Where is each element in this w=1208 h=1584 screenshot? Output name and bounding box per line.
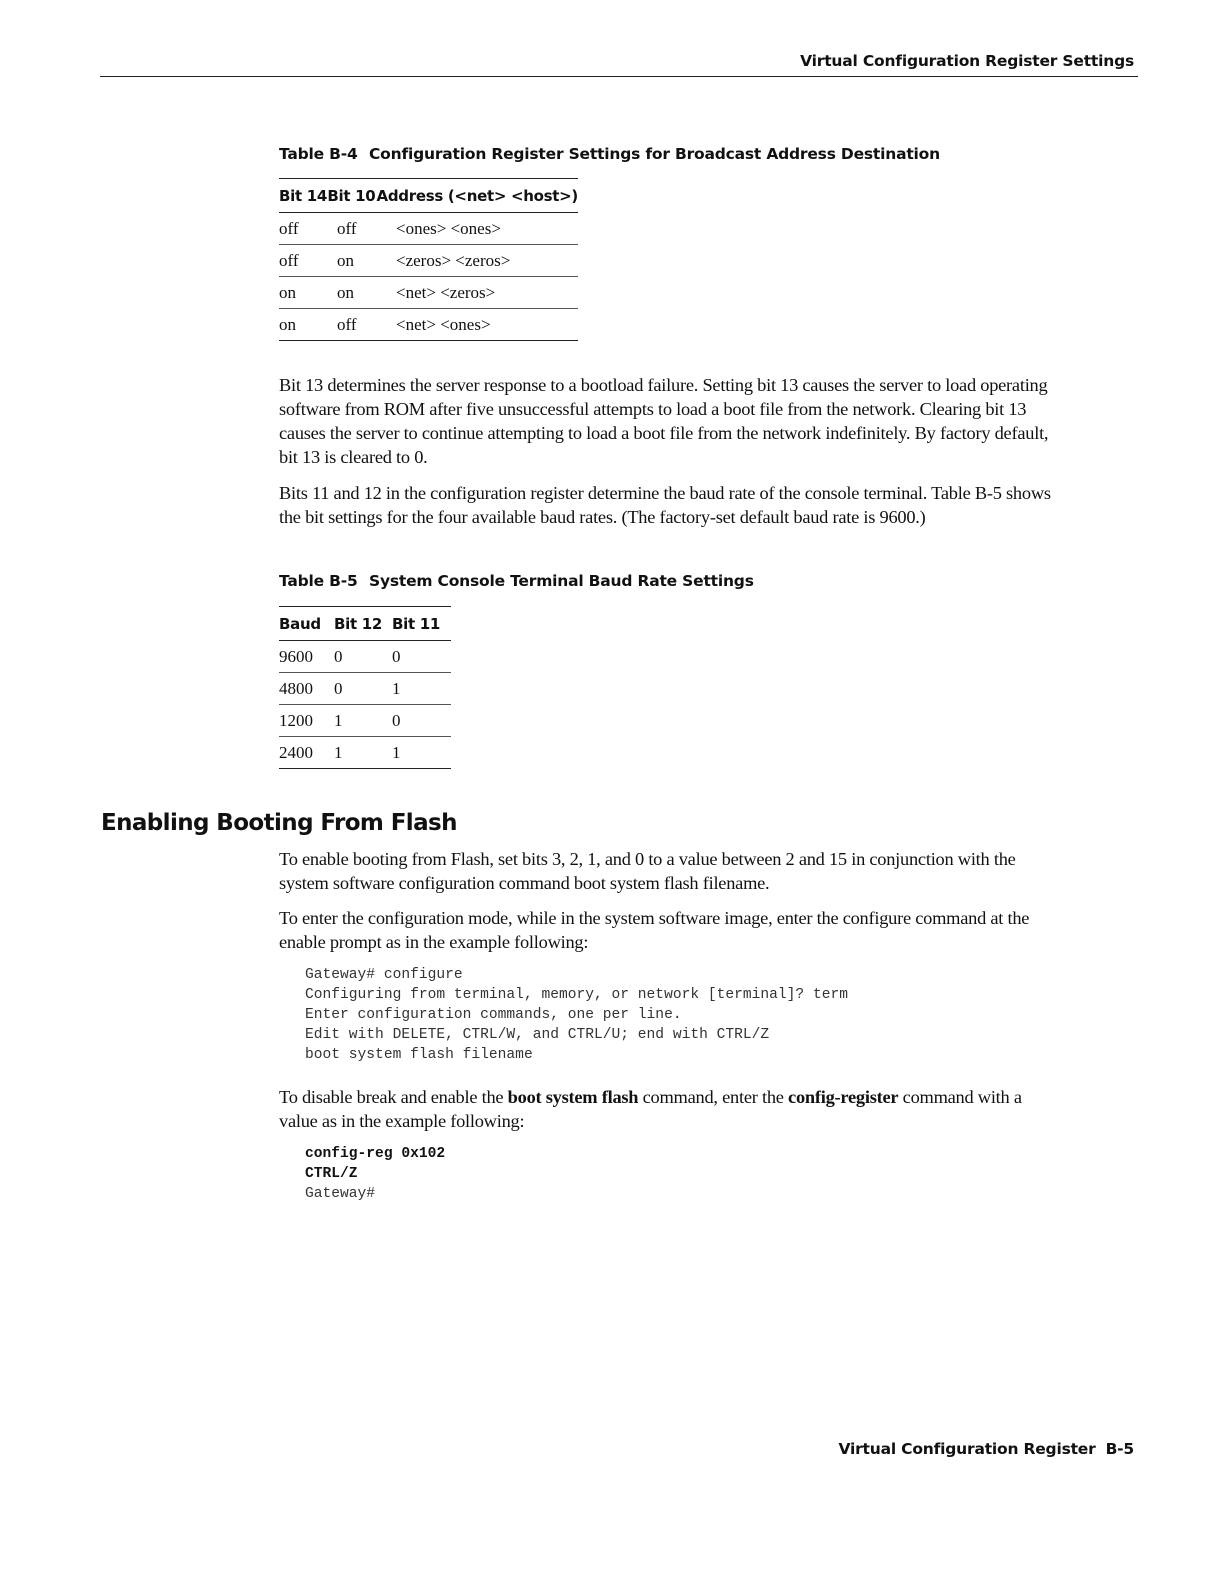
table-header-row xyxy=(279,179,578,213)
code-line: config-reg 0x102 xyxy=(305,1146,446,1162)
table-cell: <zeros> <zeros> xyxy=(396,250,511,270)
table-cell: off xyxy=(337,218,357,238)
command-config-register: config-register xyxy=(788,1087,899,1107)
table-cell: 2400 xyxy=(279,742,313,762)
code-line: Edit with DELETE, CTRL/W, and CTRL/U; end with CTRL/Z xyxy=(305,1027,770,1043)
running-header: Virtual Configuration Register Settings xyxy=(800,52,1134,70)
table-b4-title: Configuration Register Settings for Broadcast Address Destination xyxy=(369,145,940,163)
table-row xyxy=(279,277,578,309)
table-cell: on xyxy=(279,282,296,302)
table-cell: 1 xyxy=(334,742,343,762)
table-cell: 1200 xyxy=(279,710,313,730)
text-run: command with a value as in the example following: xyxy=(279,1087,1022,1131)
table-b4-number: Table B-4 xyxy=(279,145,358,163)
text-run: command, enter the xyxy=(638,1087,789,1107)
table-cell: off xyxy=(279,250,299,270)
table-cell: <net> <zeros> xyxy=(396,282,496,302)
table-cell: off xyxy=(279,218,299,238)
table-row xyxy=(279,705,451,737)
table-cell: 0 xyxy=(392,646,401,666)
table-cell: 0 xyxy=(334,646,343,666)
code-line: CTRL/Z xyxy=(305,1166,358,1182)
flash-boot-paragraph: To enable booting from Flash, set bits 3, 2, 1, and 0 to a value between 2 and 15 in conjunction with the system software configuration command boot system flash filename. xyxy=(279,849,1016,893)
bit13-paragraph: Bit 13 determines the server response to a bootload failure. Setting bit 13 causes the server to load operating software from ROM after five unsuccessful attempts to load a boot file from the network. Clearing bit 13 causes the server to continue attempting to load a boot file from the network indefinitely. By factory default, bit 13 is cleared to 0. xyxy=(279,375,1049,467)
table-b5-title: System Console Terminal Baud Rate Settings xyxy=(369,572,754,590)
footer-title: Virtual Configuration Register xyxy=(838,1440,1096,1458)
table-row xyxy=(279,213,578,245)
table-b4 xyxy=(279,178,578,341)
column-header: Bit 11 xyxy=(392,614,441,633)
table-cell: 1 xyxy=(392,742,401,762)
table-cell: 0 xyxy=(392,710,401,730)
table-b5 xyxy=(279,606,451,769)
configure-code-block xyxy=(305,965,848,1065)
table-cell: <net> <ones> xyxy=(396,314,491,334)
code-line: Gateway# configure xyxy=(305,967,463,983)
configure-mode-paragraph: To enter the configuration mode, while in the system software image, enter the configure command at the enable prompt as in the example following: xyxy=(279,908,1030,952)
config-reg-code-block xyxy=(305,1144,445,1204)
table-cell: on xyxy=(337,282,354,302)
table-row xyxy=(279,309,578,341)
table-cell: 4800 xyxy=(279,678,313,698)
baud-rate-paragraph: Bits 11 and 12 in the configuration register determine the baud rate of the console terminal. Table B-5 shows the bit settings for the four available baud rates. (The factory-set default baud rate is 9600.) xyxy=(279,483,1051,527)
table-cell: 1 xyxy=(392,678,401,698)
text-run: To disable break and enable the xyxy=(279,1087,508,1107)
command-boot-system-flash: boot system flash xyxy=(507,1087,639,1107)
table-b5-caption xyxy=(279,572,754,590)
table-cell: 0 xyxy=(334,678,343,698)
column-header: Bit 12 xyxy=(334,614,383,633)
table-row xyxy=(279,673,451,705)
code-line: boot system flash filename xyxy=(305,1047,533,1063)
column-header: Address (<net> <host>) xyxy=(376,186,578,205)
table-header-row xyxy=(279,607,451,641)
code-line: Gateway# xyxy=(305,1186,376,1202)
table-b4-caption xyxy=(279,145,940,163)
table-cell: off xyxy=(337,314,357,334)
table-cell: on xyxy=(337,250,354,270)
code-line: Configuring from terminal, memory, or network [terminal]? term xyxy=(305,987,848,1003)
table-b5-number: Table B-5 xyxy=(279,572,358,590)
header-rule xyxy=(100,76,1138,77)
table-cell: <ones> <ones> xyxy=(396,218,501,238)
config-register-paragraph xyxy=(279,1085,1064,1133)
table-cell: 1 xyxy=(334,710,343,730)
table-row xyxy=(279,641,451,673)
table-cell: on xyxy=(279,314,296,334)
section-heading: Enabling Booting From Flash xyxy=(101,810,457,836)
table-cell: 9600 xyxy=(279,646,313,666)
column-header: Baud xyxy=(279,614,321,633)
code-line: Enter configuration commands, one per line. xyxy=(305,1007,682,1023)
table-row xyxy=(279,245,578,277)
column-header: Bit 10 xyxy=(327,186,376,205)
running-footer xyxy=(838,1440,1134,1458)
column-header: Bit 14 xyxy=(279,186,328,205)
page-number: B-5 xyxy=(1105,1440,1134,1458)
table-row xyxy=(279,737,451,769)
